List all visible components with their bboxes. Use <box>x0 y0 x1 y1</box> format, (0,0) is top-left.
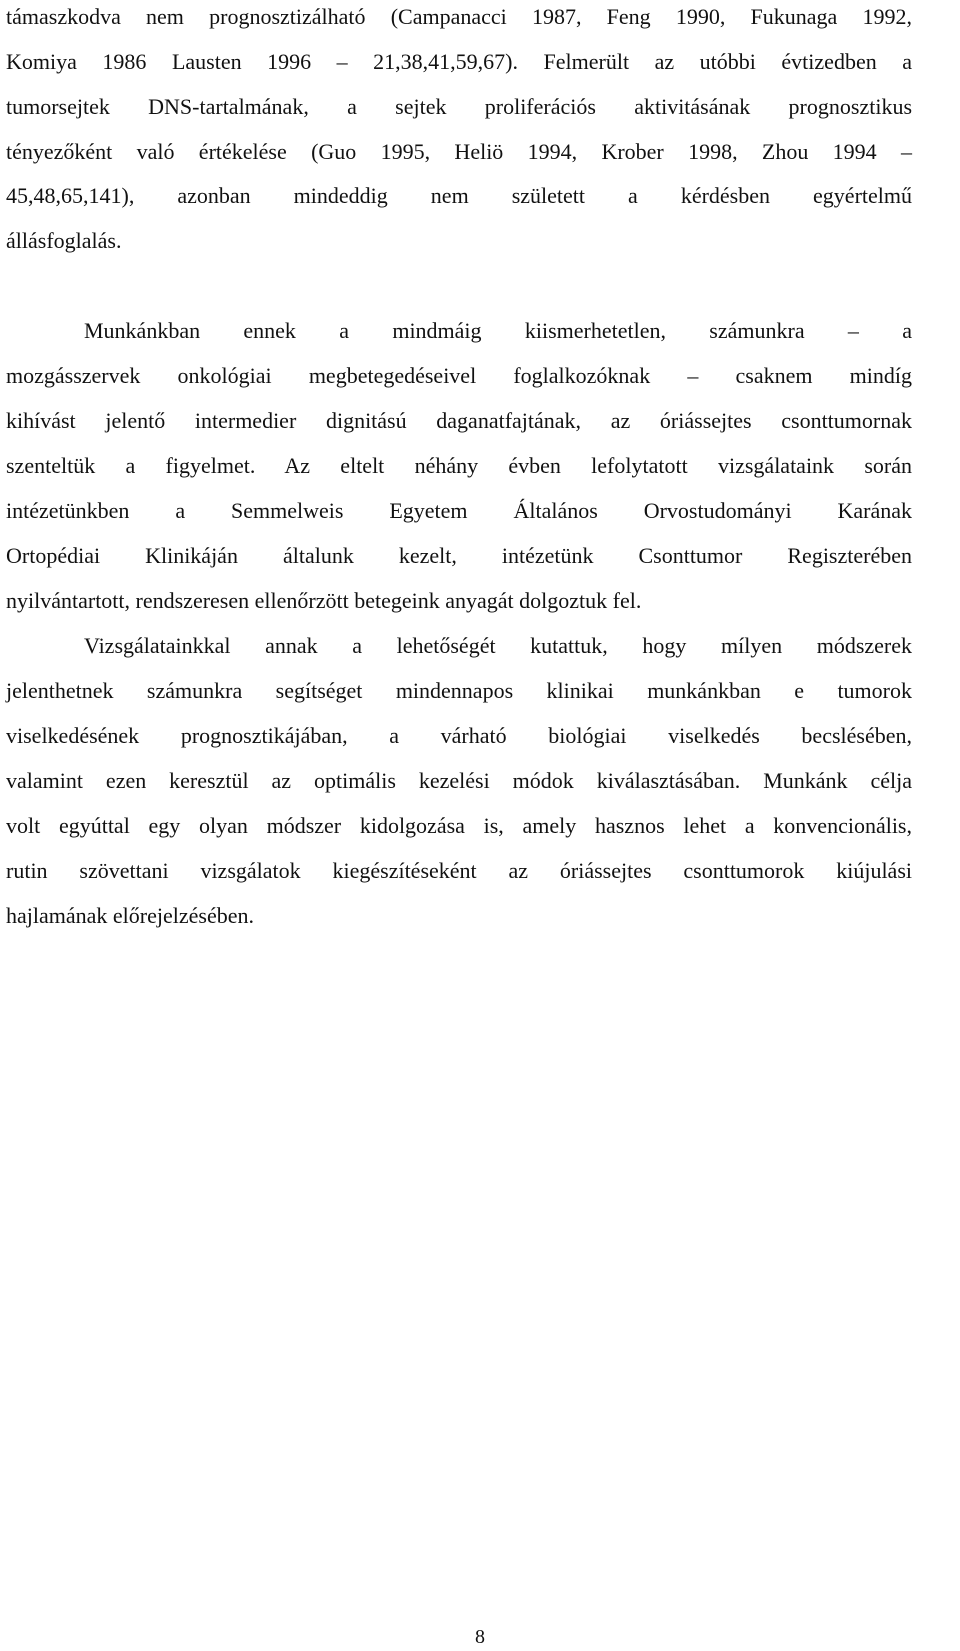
page-number: 8 <box>475 1626 485 1648</box>
text-line: támaszkodva nem prognosztizálható (Campanacci 1987, Feng 1990, Fukunaga 1992, <box>6 4 912 29</box>
text-line: tényezőként való értékelése (Guo 1995, Heliö 1994, Krober 1998, Zhou 1994 – <box>6 139 912 164</box>
text-line: Munkánkban ennek a mindmáig kiismerhetetlen, számunkra – a <box>84 318 912 343</box>
text-line: nyilvántartott, rendszeresen ellenőrzött betegeink anyagát dolgoztuk fel. <box>6 588 642 613</box>
text-line: szenteltük a figyelmet. Az eltelt néhány évben lefolytatott vizsgálataink során <box>6 453 912 478</box>
text-line: 45,48,65,141), azonban mindeddig nem született a kérdésben egyértelmű <box>6 183 912 208</box>
text-line: viselkedésének prognosztikájában, a várható biológiai viselkedés becslésében, <box>6 723 912 748</box>
text-line: intézetünkben a Semmelweis Egyetem Általános Orvostudományi Karának <box>6 498 912 523</box>
text-line: hajlamának előrejelzésében. <box>6 903 254 928</box>
text-line: Ortopédiai Klinikáján általunk kezelt, intézetünk Csonttumor Regiszterében <box>6 543 912 568</box>
text-line: rutin szövettani vizsgálatok kiegészítéseként az óriássejtes csonttumorok kiújulási <box>6 858 912 883</box>
text-line: mozgásszervek onkológiai megbetegedéseivel foglalkozóknak – csaknem mindíg <box>6 363 912 388</box>
text-line: Komiya 1986 Lausten 1996 – 21,38,41,59,67). Felmerült az utóbbi évtizedben a <box>6 49 912 74</box>
text-line: jelenthetnek számunkra segítséget mindennapos klinikai munkánkban e tumorok <box>6 678 912 703</box>
text-line: volt egyúttal egy olyan módszer kidolgozása is, amely hasznos lehet a konvencionális, <box>6 813 912 838</box>
text-line: állásfoglalás. <box>6 228 122 253</box>
text-line: kihívást jelentő intermedier dignitású daganatfajtának, az óriássejtes csonttumornak <box>6 408 912 433</box>
text-line: valamint ezen keresztül az optimális kezelési módok kiválasztásában. Munkánk célja <box>6 768 912 793</box>
text-line: tumorsejtek DNS-tartalmának, a sejtek proliferációs aktivitásának prognosztikus <box>6 94 912 119</box>
text-line: Vizsgálatainkkal annak a lehetőségét kutattuk, hogy mílyen módszerek <box>84 633 912 658</box>
